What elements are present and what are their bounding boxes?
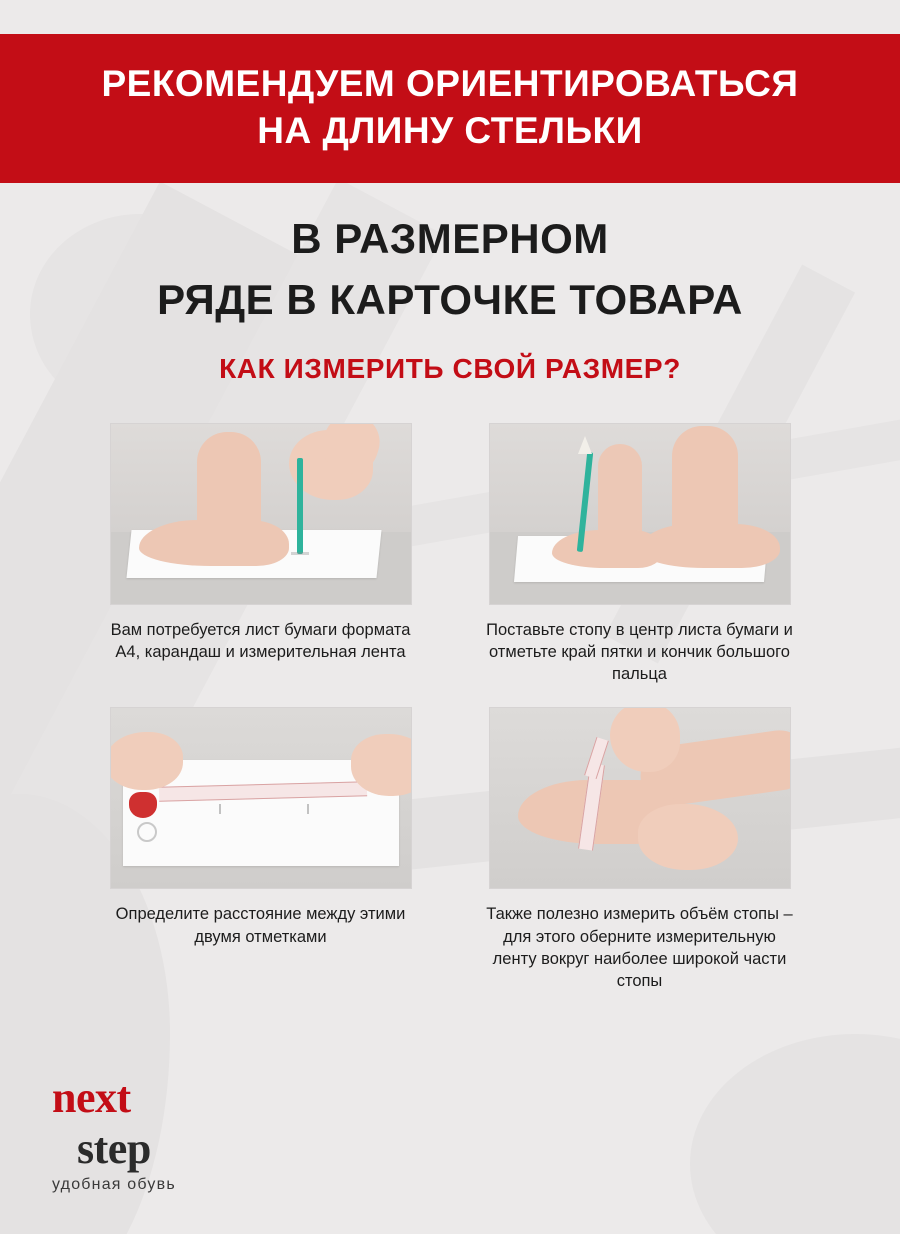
pencil-eraser-icon xyxy=(578,436,592,454)
tape-mark xyxy=(219,804,221,814)
step-1-photo xyxy=(110,423,412,605)
step-4-photo xyxy=(489,707,791,889)
brand-tagline: удобная обувь xyxy=(52,1176,176,1193)
left-hand-shape xyxy=(110,732,183,790)
header-banner xyxy=(0,34,900,183)
step-4-caption: Также полезно измерить объём стопы – для этого оберните измерительную ленту вокруг наиболее широкой части стопы xyxy=(486,905,793,991)
banner-line-1: РЕКОМЕНДУЕМ ОРИЕНТИРОВАТЬСЯ xyxy=(101,63,799,104)
step-4 xyxy=(464,707,815,992)
tape-case xyxy=(129,792,157,818)
step-3-caption: Определите расстояние между этими двумя отметками xyxy=(115,905,406,946)
steps-grid xyxy=(85,423,815,993)
tape-mark xyxy=(307,804,309,814)
step-2-caption: Поставьте стопу в центр листа бумаги и отметьте край пятки и кончик большого пальца xyxy=(486,620,793,684)
step-3 xyxy=(85,707,436,992)
banner-line-2: НА ДЛИНУ СТЕЛЬКИ xyxy=(257,110,643,152)
pencil-shape xyxy=(297,458,303,554)
subtitle-line-2: РЯДЕ В КАРТОЧКЕ ТОВАРА xyxy=(157,275,743,323)
brand-logo-second: step xyxy=(77,1124,151,1173)
step-3-photo xyxy=(110,707,412,889)
step-1 xyxy=(85,423,436,686)
hand-shape-lower xyxy=(638,804,738,870)
headings-block xyxy=(0,183,900,385)
step-2-photo xyxy=(489,423,791,605)
tape-ring-icon xyxy=(137,822,157,842)
leg-shape-left xyxy=(598,444,642,544)
foot-shape xyxy=(139,520,289,566)
brand-footer xyxy=(52,1072,176,1194)
step-2 xyxy=(464,423,815,686)
question-title: КАК ИЗМЕРИТЬ СВОЙ РАЗМЕР? xyxy=(219,352,681,384)
step-1-caption: Вам потребуется лист бумаги формата А4, карандаш и измерительная лента xyxy=(110,620,411,661)
brand-logo xyxy=(52,1072,176,1174)
brand-logo-first: next xyxy=(52,1073,131,1122)
subtitle-line-1: В РАЗМЕРНОМ xyxy=(291,214,609,262)
pencil-shadow xyxy=(291,552,309,555)
background-blob xyxy=(690,1034,900,1234)
foot-shape-left xyxy=(552,530,662,568)
